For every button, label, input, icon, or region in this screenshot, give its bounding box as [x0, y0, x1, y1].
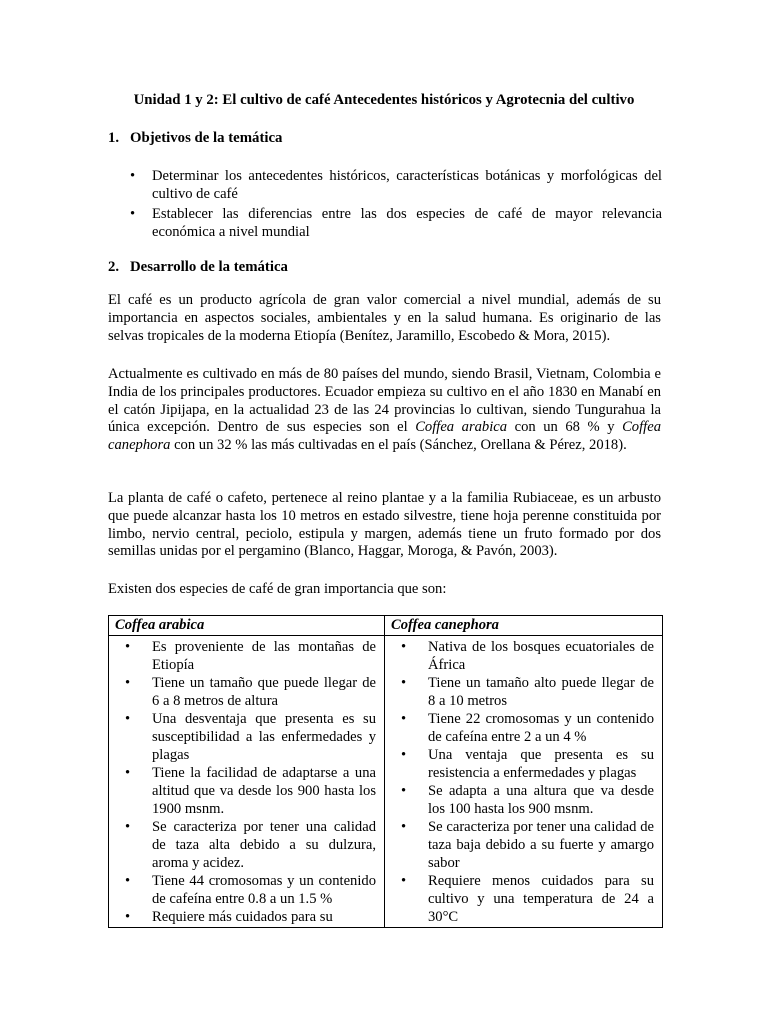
document-title: Unidad 1 y 2: El cultivo de café Antecedentes históricos y Agrotecnia del cultivo	[133, 92, 635, 108]
column-header-canephora: Coffea canephora	[385, 616, 663, 636]
list-item: • Una ventaja que presenta es su resistencia a enfermedades y plagas	[397, 746, 654, 782]
species-comparison-table	[108, 615, 663, 928]
table-header-row	[109, 616, 663, 636]
paragraph-intro: El café es un producto agrícola de gran valor comercial a nivel mundial, además de su importancia en aspectos sociales, ambientales y en la salud humana. Es originario de las selvas tropicales de la moderna Etiopía (Benítez, Jaramillo, Escobedo & Mora, 2015).	[108, 292, 661, 344]
list-item: • Es proveniente de las montañas de Etiopía	[121, 638, 376, 674]
species-name: Coffea canephora	[108, 419, 661, 454]
arabica-cell	[109, 636, 385, 928]
list-item: • Tiene la facilidad de adaptarse a una altitud que va desde los 900 hasta los 1900 msnm.	[121, 764, 376, 818]
list-item: • Se adapta a una altura que va desde los 100 hasta los 900 msnm.	[397, 782, 654, 818]
objectives-list	[130, 167, 662, 243]
table-row	[109, 636, 663, 928]
section-2-number: 2.	[108, 259, 120, 275]
arabica-traits-list	[121, 638, 376, 926]
list-item: • Requiere menos cuidados para su cultivo y una temperatura de 24 a 30°C	[397, 872, 654, 926]
canephora-cell	[385, 636, 663, 928]
list-item: • Se caracteriza por tener una calidad de taza alta debido a su dulzura, aroma y acidez.	[121, 818, 376, 872]
paragraph-species-intro: Existen dos especies de café de gran importancia que son:	[108, 581, 447, 597]
column-header-arabica: Coffea arabica	[109, 616, 385, 636]
paragraph-production: Actualmente es cultivado en más de 80 países del mundo, siendo Brasil, Vietnam, Colombia e India de los principales productores. Ecuador empieza su cultivo en el año 1830 en Manabí en el catón Jipijapa, en la actualidad 23 de las 24 provincias lo cultivan, siendo Tungurahua la única excepción. Dentro de sus especies son el Coffea arabica con un 68 % y Coffea canephora con un 32 % las más cultivadas en el país (Sánchez, Orellana & Pérez, 2018).	[108, 366, 661, 454]
list-item: • Tiene 22 cromosomas y un contenido de cafeína entre 2 a un 4 %	[397, 710, 654, 746]
list-item: • Establecer las diferencias entre las dos especies de café de mayor relevancia económica a nivel mundial	[130, 205, 662, 241]
canephora-traits-list	[397, 638, 654, 926]
section-2-heading	[108, 259, 288, 276]
section-1-title: Objetivos de la temática	[130, 130, 283, 146]
list-item: • Tiene 44 cromosomas y un contenido de cafeína entre 0.8 a un 1.5 %	[121, 872, 376, 908]
section-2-title: Desarrollo de la temática	[130, 259, 288, 275]
list-item: • Determinar los antecedentes históricos, características botánicas y morfológicas del cultivo de café	[130, 167, 662, 203]
paragraph-botany: La planta de café o cafeto, pertenece al reino plantae y a la familia Rubiaceae, es un arbusto que puede alcanzar hasta los 10 metros en estado silvestre, tiene hoja perenne constituida por limbo, nervio central, peciolo, estipula y margen, además tiene un fruto formado por dos semillas unidas por el pergamino (Blanco, Haggar, Moroga, & Pavón, 2003).	[108, 490, 661, 560]
list-item: • Requiere más cuidados para su	[121, 908, 376, 926]
list-item: • Tiene un tamaño que puede llegar de 6 a 8 metros de altura	[121, 674, 376, 710]
list-item: • Se caracteriza por tener una calidad de taza baja debido a su fuerte y amargo sabor	[397, 818, 654, 872]
section-1-heading	[108, 130, 282, 147]
list-item: • Una desventaja que presenta es su susceptibilidad a las enfermedades y plagas	[121, 710, 376, 764]
section-1-number: 1.	[108, 130, 120, 146]
list-item: • Tiene un tamaño alto puede llegar de 8 a 10 metros	[397, 674, 654, 710]
species-name: Coffea arabica	[415, 419, 508, 436]
list-item: • Nativa de los bosques ecuatoriales de África	[397, 638, 654, 674]
